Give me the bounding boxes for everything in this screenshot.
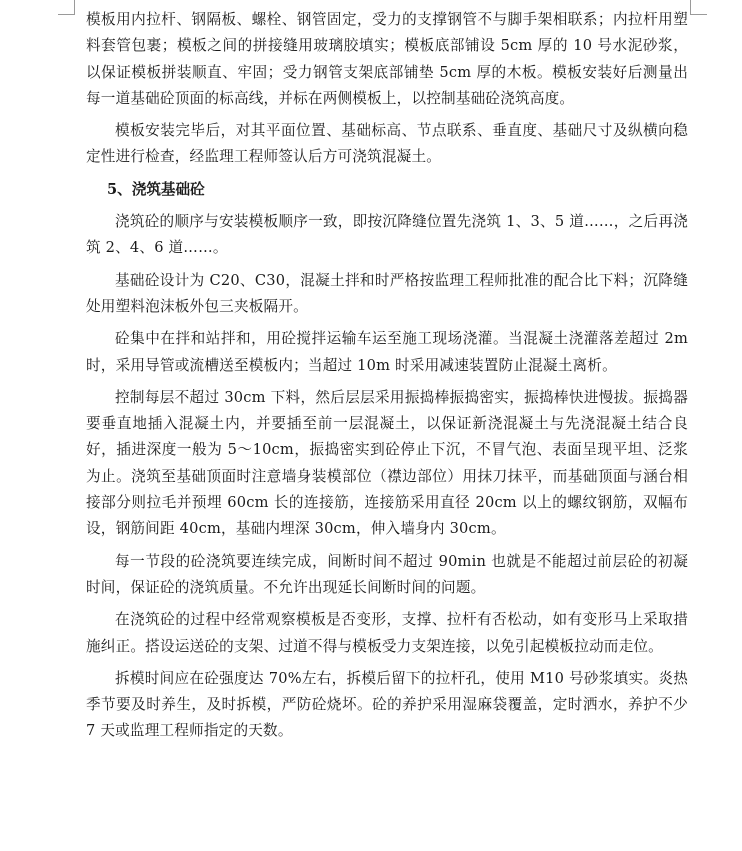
paragraph-vibration-control: 控制每层不超过 30cm 下料，然后层层采用振捣棒振捣密实，振捣棒快进慢拔。振捣器要垂直地插入混凝土内，并要插至前一层混凝土，以保证新浇混凝土与先浇混凝土结合良好，插进深度一般为 5～10cm，振捣密实到砼停止下沉，不冒气泡、表面呈现平坦、泛浆为止。浇筑至基础顶面时注意墙身装模部位（襟边部位）用抹刀抹平，而基础顶面与涵台相接部分则拉毛并预埋 60cm 长的连接筋，连接筋采用直径 20cm 以上的螺纹钢筋，双幅布设，钢筋间距 40cm，基础内埋深 30cm，伸入墙身内 30cm。 (86, 388, 688, 538)
paragraph-form-removal-curing: 拆模时间应在砼强度达 70%左右，拆模后留下的拉杆孔，使用 M10 号砂浆填实。炎热季节要及时养生，及时拆模，严防砼烧坏。砼的养护采用湿麻袋覆盖，定时洒水，养护不少 7 天或监理工程师指定的天数。 (86, 669, 688, 740)
paragraph-formwork-fixing: 模板用内拉杆、钢隔板、螺栓、钢管固定，受力的支撑钢管不与脚手架相联系；内拉杆用塑料套管包裹；模板之间的拼接缝用玻璃胶填实；模板底部铺设 5cm 厚的 10 号水泥砂浆，以保证模板拼装顺直、牢固；受力钢管支架底部铺垫 5cm 厚的木板。模板安装好后测量出每一道基础砼顶面的标高线，并标在两侧模板上，以控制基础砼浇筑高度。 (86, 11, 688, 107)
paragraph-continuous-pour: 每一节段的砼浇筑要连续完成，间断时间不超过 90min 也就是不能超过前层砼的初凝时间，保证砼的浇筑质量。不允许出现延长间断时间的问题。 (86, 552, 688, 596)
paragraph-formwork-monitoring: 在浇筑砼的过程中经常观察模板是否变形，支撑、拉杆有否松动，如有变形马上采取措施纠正。搭设运送砼的支架、过道不得与模板受力支架连接，以免引起模板拉动而走位。 (86, 611, 688, 655)
document-body[interactable] (86, 7, 688, 751)
page-corner-mark-left (58, 0, 75, 15)
page-corner-mark-right (690, 0, 707, 15)
paragraph-concrete-transport: 砼集中在拌和站拌和，用砼搅拌运输车运至施工现场浇灌。当混凝土浇灌落差超过 2m 时，采用导管或流槽送至模板内；当超过 10m 时采用减速装置防止混凝土离析。 (86, 330, 688, 374)
section-heading-pour-foundation: 5、浇筑基础砼 (107, 180, 205, 198)
paragraph-pour-order: 浇筑砼的顺序与安装模板顺序一致，即按沉降缝位置先浇筑 1、3、5 道……，之后再浇筑 2、4、6 道……。 (86, 213, 688, 257)
paragraph-formwork-inspection: 模板安装完毕后，对其平面位置、基础标高、节点联系、垂直度、基础尺寸及纵横向稳定性进行检查，经监理工程师签认后方可浇筑混凝土。 (86, 122, 688, 166)
paragraph-concrete-design: 基础砼设计为 C20、C30，混凝土拌和时严格按监理工程师批准的配合比下料；沉降缝处用塑料泡沫板外包三夹板隔开。 (86, 271, 688, 315)
